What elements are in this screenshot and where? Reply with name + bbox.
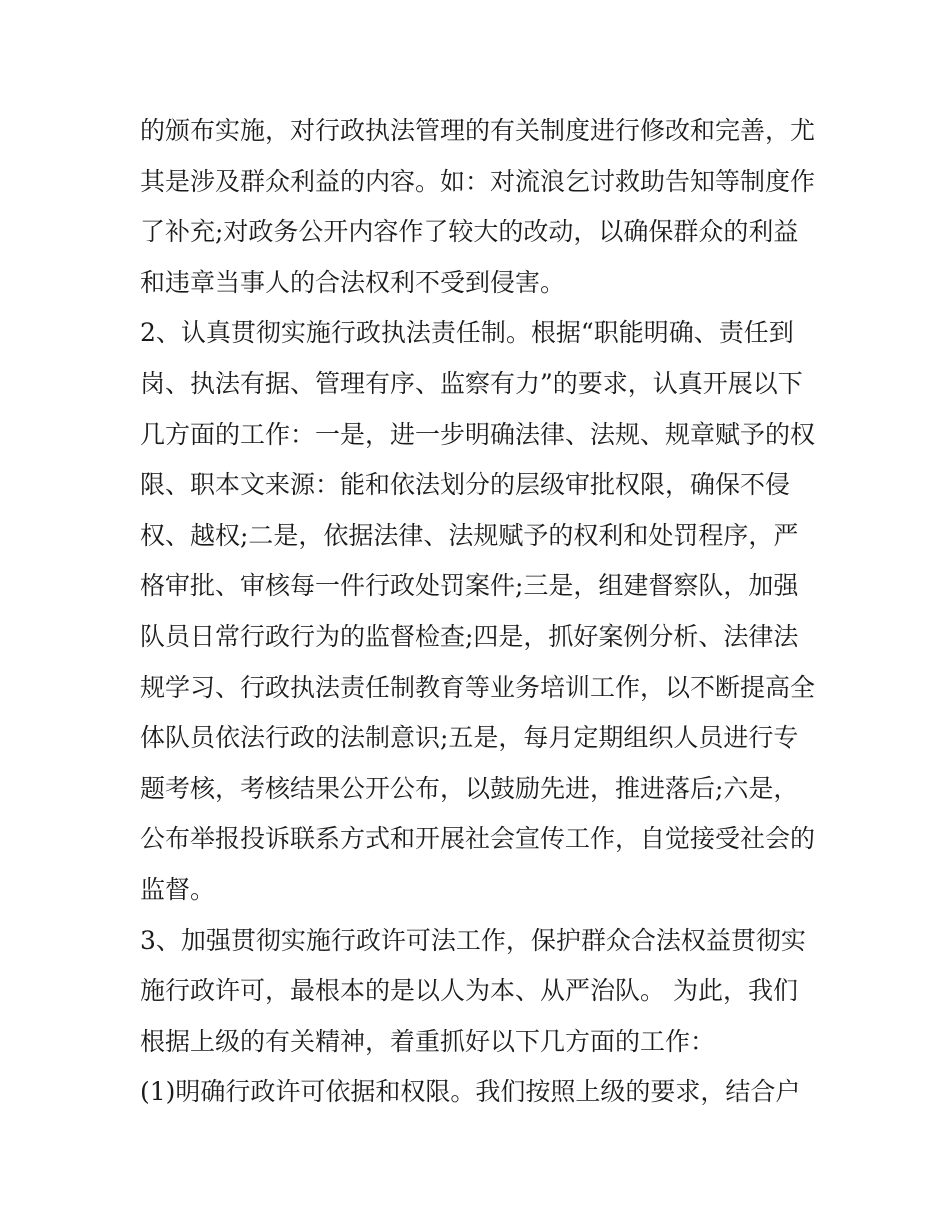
text-line: 监督。: [140, 874, 216, 904]
text-line: 格审批、审核每一件行政处罚案件;三是，组建督察队，加强: [140, 571, 799, 601]
text-line: 题考核，考核结果公开公布，以鼓励先进，推进落后;六是，: [140, 773, 799, 803]
text-line: 2、认真贯彻实施行政执法责任制。根据“职能明确、责任到: [140, 318, 794, 348]
text-line: 限、职本文来源：能和依法划分的层级审批权限，确保不侵: [140, 470, 791, 500]
text-line: 岗、执法有据、管理有序、监察有力”的要求，认真开展以下: [140, 368, 803, 398]
text-line: 公布举报投诉联系方式和开展社会宣传工作，自觉接受社会的: [140, 824, 816, 854]
text-line: 3、加强贯彻实施行政许可法工作，保护群众合法权益贯彻实: [140, 925, 806, 955]
text-line: (1)明确行政许可依据和权限。我们按照上级的要求，结合户: [140, 1077, 801, 1107]
text-line: 几方面的工作：一是，进一步明确法律、法规、规章赋予的权: [140, 419, 816, 449]
text-line: 权、越权;二是，依据法律、法规赋予的权利和处罚程序，严: [140, 520, 799, 550]
text-line: 体队员依法行政的法制意识;五是，每月定期组织人员进行专: [140, 723, 799, 753]
text-line: 根据上级的有关精神，着重抓好以下几方面的工作：: [140, 1026, 716, 1056]
body-text: [140, 106, 820, 1118]
text-line: 和违章当事人的合法权利不受到侵害。: [140, 267, 566, 297]
text-line: 施行政许可，最根本的是以人为本、从严治队。 为此，我们: [140, 976, 798, 1006]
text-line: 了补充;对政务公开内容作了较大的改动，以确保群众的利益: [140, 217, 799, 247]
text-line: 的颁布实施，对行政执法管理的有关制度进行修改和完善，尤: [140, 116, 816, 145]
text-line: 规学习、行政执法责任制教育等业务培训工作，以不断提高全: [140, 672, 816, 702]
text-line: 队员日常行政行为的监督检查;四是，抓好案例分析、法律法: [140, 621, 799, 651]
text-line: 其是涉及群众利益的内容。如：对流浪乞讨救助告知等制度作: [140, 166, 816, 196]
